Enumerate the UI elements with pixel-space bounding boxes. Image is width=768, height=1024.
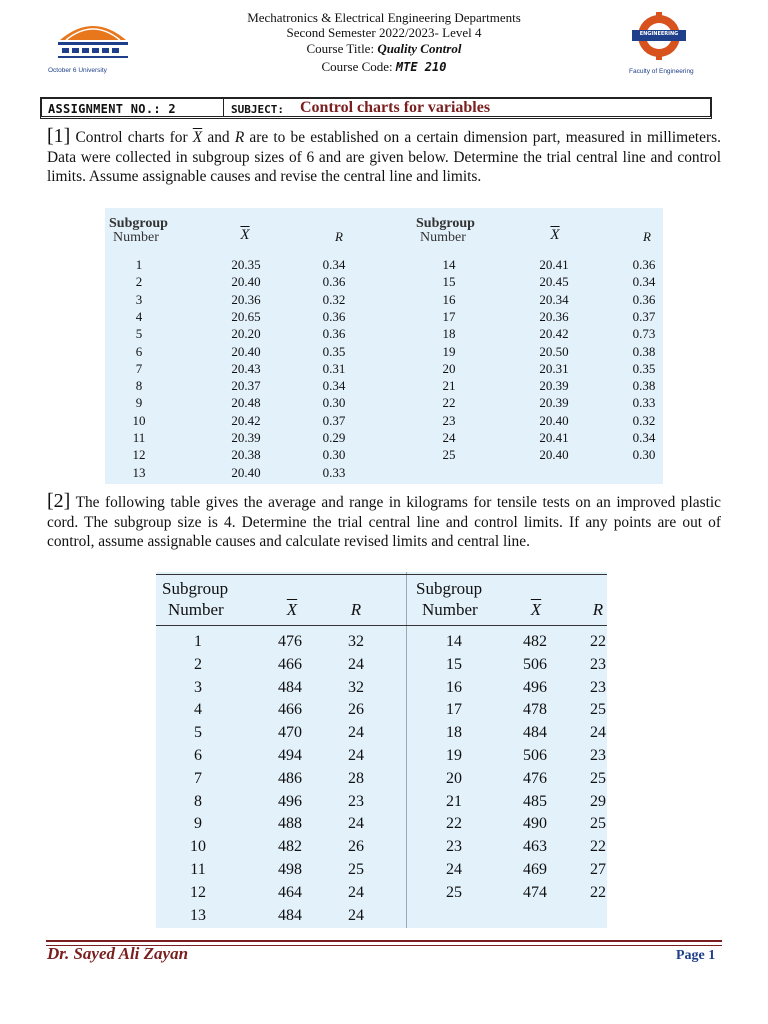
q1-right-cell: 0.34 (632, 274, 656, 290)
q2-right-cell: 506 (523, 747, 547, 764)
q2-header-x-left: $\overline{X}$ (286, 600, 298, 619)
q2-left-cell: 11 (190, 861, 206, 878)
q1-left-cell: 0.29 (322, 430, 346, 445)
course-code-label: Course Code: (321, 59, 393, 74)
q1-header-r-right: R (643, 229, 651, 244)
q1-left-cell: 20.43 (231, 360, 261, 376)
q2-left-cell: 10 (190, 838, 206, 856)
q1-left-cell: 1 (135, 257, 143, 272)
q2-right-cell: 22 (446, 815, 462, 833)
q2-right-cell: 23 (590, 747, 606, 764)
q1-r-symbol: R (234, 129, 245, 146)
assignment-bar (40, 97, 712, 119)
footer-page-number: Page 1 (676, 948, 716, 963)
q2-left-cell: 464 (278, 883, 302, 901)
q1-right-cell: 0.73 (632, 326, 656, 342)
q1-left-cell: 20.20 (231, 326, 261, 342)
q2-left-cell: 1 (194, 633, 202, 650)
q1-right-cell: 0.33 (632, 395, 656, 411)
q1-right-cell: 20.41 (539, 430, 569, 445)
q2-right-cell: 21 (446, 792, 462, 810)
q1-left-cell: 20.40 (231, 343, 261, 359)
q2-right-cell: 490 (523, 815, 547, 833)
q1-right-cell: 21 (442, 378, 456, 394)
left-logo-caption: October 6 University (48, 67, 107, 74)
q1-right-cell: 0.36 (632, 291, 656, 307)
q1-right-cell: 15 (442, 274, 456, 290)
q2-right-cell: 22 (590, 883, 606, 901)
q2-left-cell: 24 (348, 883, 364, 901)
q2-right-cell: 27 (590, 861, 606, 878)
q1-right-cell: 0.36 (632, 257, 656, 272)
q1-right-cell: 20.40 (539, 447, 569, 463)
q1-text-a: Control charts for (75, 129, 188, 146)
q1-left-cell: 20.37 (231, 378, 261, 394)
q2-header-r-left: R (350, 600, 362, 619)
q2-right-cell: 478 (523, 701, 547, 719)
q2-left-cell: 466 (278, 655, 302, 673)
q1-right-cell: 16 (442, 291, 456, 307)
subject-value: Control charts for variables (300, 99, 491, 116)
q2-right-cell: 23 (590, 655, 606, 673)
subject-label: SUBJECT: (231, 103, 284, 116)
q2-left-cell: 24 (348, 747, 364, 764)
q1-header-x-right: $\overline{X}$ (550, 227, 560, 243)
q2-left-cell: 8 (194, 792, 202, 810)
q1-right-cell: 0.38 (632, 378, 656, 394)
footer-author: Dr. Sayed Ali Zayan (47, 944, 189, 963)
q2-right-cell: 23 (590, 678, 606, 696)
question-1-text (47, 127, 721, 187)
q1-right-cell: 20.39 (539, 395, 569, 411)
question-2-number: [2] (47, 490, 71, 512)
q1-right-cell: 20.31 (539, 360, 569, 376)
q2-left-cell: 24 (348, 655, 364, 673)
q1-xbar-symbol: $\overline{X}$ (192, 129, 203, 146)
q2-left-cell: 498 (278, 861, 302, 878)
q2-left-cell: 5 (194, 724, 202, 742)
q1-left-cell: 6 (135, 343, 143, 359)
q1-right-cell: 20.42 (539, 326, 569, 342)
q1-left-cell: 0.36 (322, 308, 346, 324)
q1-left-cell: 7 (135, 360, 143, 376)
q2-right-cell: 18 (446, 724, 462, 742)
q1-right-cell: 17 (442, 308, 456, 324)
q2-left-cell: 496 (278, 792, 302, 810)
q2-left-cell: 24 (348, 724, 364, 742)
q2-right-cell: 25 (446, 883, 462, 901)
q1-left-cell: 0.36 (322, 326, 346, 342)
question-1-table (105, 208, 663, 484)
q2-text-body: The following table gives the average and range in kilograms for tensile tests on an improved plastic cord. The subgroup size is 4. Determine the trial central line and control limits. If any points are out of control, assume assignable causes and calculate revised limits and central line. (47, 494, 721, 550)
q2-left-cell: 4 (194, 701, 202, 719)
q1-right-cell: 20 (442, 360, 456, 376)
q1-left-cell: 5 (135, 326, 143, 342)
semester-line: Second Semester 2022/2023- Level 4 (286, 25, 482, 40)
q2-left-cell: 28 (348, 769, 364, 787)
q1-right-cell: 20.39 (539, 378, 569, 394)
q1-header-r-left: R (335, 229, 343, 244)
q2-left-cell: 32 (348, 633, 364, 650)
q2-left-cell: 476 (278, 633, 302, 650)
q1-left-cell: 20.35 (231, 257, 261, 272)
q2-top-rule (156, 574, 607, 575)
q1-left-cell: 10 (132, 412, 146, 428)
faculty-logo (626, 12, 692, 76)
q2-right-cell: 24 (446, 861, 462, 878)
q1-text-c: are to be established on a certain dimension part, measured in millimeters. Data were collected in subgroup sizes of 6 and are given below. Determine the trial central line and control limits. Assume assignable causes and revise the central line and limits. (47, 129, 721, 185)
q1-right-cell: 22 (442, 395, 456, 411)
q1-left-cell: 20.36 (231, 291, 261, 307)
q1-left-cell: 12 (132, 447, 146, 463)
q2-left-cell: 9 (194, 815, 202, 833)
q1-left-cell: 0.32 (322, 291, 346, 307)
question-2-table (156, 572, 607, 928)
q2-left-cell: 6 (194, 747, 202, 764)
question-1-number: [1] (47, 125, 71, 147)
q2-right-cell: 506 (523, 655, 547, 673)
q2-header-number-right: Number (422, 600, 478, 619)
q1-right-cell: 25 (442, 447, 456, 463)
q1-right-cell: 0.37 (632, 308, 656, 324)
q1-right-cell: 20.45 (539, 274, 569, 290)
q2-right-cell: 482 (523, 633, 547, 650)
q2-left-cell: 2 (194, 655, 202, 673)
q1-left-cell: 20.48 (231, 395, 261, 411)
q2-right-cell: 29 (590, 792, 606, 810)
q1-header-number-left: Number (113, 230, 159, 245)
q1-left-cell: 13 (132, 464, 146, 480)
q1-right-cell: 0.32 (632, 412, 656, 428)
q1-right-cell: 20.36 (539, 308, 569, 324)
q2-right-cell: 474 (523, 883, 547, 901)
q1-left-cell: 3 (135, 291, 143, 307)
q1-text-b: and (207, 129, 230, 146)
q2-right-cell: 24 (590, 724, 606, 742)
q2-left-cell: 488 (278, 815, 302, 833)
q2-left-cell: 24 (348, 906, 364, 924)
q2-left-cell: 26 (348, 838, 364, 856)
q1-right-cell: 23 (442, 412, 456, 428)
q2-right-cell: 16 (446, 678, 462, 696)
q1-left-cell: 2 (135, 274, 143, 290)
course-title-label: Course Title: (306, 41, 375, 56)
q1-right-cell: 0.38 (632, 343, 656, 359)
assignment-number: ASSIGNMENT NO.: 2 (48, 102, 176, 116)
department-line: Mechatronics & Electrical Engineering Departments (247, 10, 521, 25)
q1-header-subgroup-left: Subgroup (109, 216, 168, 231)
q2-right-cell: 22 (590, 633, 606, 650)
q1-left-cell: 20.40 (231, 274, 261, 290)
q2-left-cell: 32 (348, 678, 364, 696)
q2-header-number-left: Number (168, 600, 224, 619)
q1-left-cell: 0.30 (322, 447, 346, 463)
q1-left-cell: 0.33 (322, 464, 346, 480)
question-2-text (47, 492, 721, 552)
right-logo-caption: Faculty of Engineering (629, 68, 694, 75)
course-code-value: MTE 210 (395, 60, 447, 74)
q1-left-cell: 11 (132, 430, 146, 445)
q1-left-cell: 4 (135, 308, 143, 324)
q1-left-cell: 20.39 (231, 430, 261, 445)
q2-right-cell: 20 (446, 769, 462, 787)
q2-right-cell: 19 (446, 747, 462, 764)
q2-left-cell: 484 (278, 678, 302, 696)
q2-right-cell: 469 (523, 861, 547, 878)
q1-right-cell: 18 (442, 326, 456, 342)
q2-right-cell: 25 (590, 701, 606, 719)
q2-right-cell: 485 (523, 792, 547, 810)
q2-left-cell: 484 (278, 906, 302, 924)
q2-right-cell: 23 (446, 838, 462, 856)
q1-left-cell: 0.35 (322, 343, 346, 359)
q2-left-cell: 3 (194, 678, 202, 696)
q1-left-cell: 20.40 (231, 464, 261, 480)
q2-right-cell: 25 (590, 815, 606, 833)
q2-left-cell: 13 (190, 906, 206, 924)
q1-left-cell: 0.31 (322, 360, 346, 376)
q1-left-cell: 0.30 (322, 395, 346, 411)
q2-left-cell: 482 (278, 838, 302, 856)
q1-left-cell: 0.36 (322, 274, 346, 290)
q1-left-cell: 0.34 (322, 257, 346, 272)
q1-right-cell: 0.34 (632, 430, 656, 445)
q2-right-cell: 476 (523, 769, 547, 787)
course-title-value: Quality Control (377, 41, 462, 56)
q1-right-cell: 20.41 (539, 257, 569, 272)
q1-right-cell: 0.35 (632, 360, 656, 376)
q2-left-cell: 24 (348, 815, 364, 833)
q1-right-cell: 0.30 (632, 447, 656, 463)
q2-left-cell: 26 (348, 701, 364, 719)
faculty-logo-badge: ENGINEERING (639, 31, 679, 37)
q1-right-cell: 24 (442, 430, 456, 445)
q1-left-cell: 9 (135, 395, 143, 411)
q2-header-subgroup-right: Subgroup (416, 579, 483, 598)
q1-header-x-left: $\overline{X}$ (240, 227, 250, 243)
q1-left-cell: 8 (135, 378, 143, 394)
q2-right-cell: 463 (523, 838, 547, 856)
q2-left-cell: 470 (278, 724, 302, 742)
q1-header-subgroup-right: Subgroup (416, 216, 475, 231)
q2-left-cell: 7 (194, 769, 202, 787)
assignment-divider (223, 99, 224, 116)
q1-left-cell: 20.42 (231, 412, 261, 428)
q2-right-cell: 484 (523, 724, 547, 742)
q1-right-cell: 20.50 (539, 343, 569, 359)
q2-right-cell: 14 (446, 633, 462, 650)
q1-left-cell: 0.37 (322, 412, 346, 428)
q1-right-cell: 20.34 (539, 291, 569, 307)
q2-header-rule (156, 625, 607, 626)
q1-left-cell: 20.38 (231, 447, 261, 463)
q1-right-cell: 19 (442, 343, 456, 359)
q1-right-cell: 20.40 (539, 412, 569, 428)
q2-right-cell: 496 (523, 678, 547, 696)
q2-right-cell: 22 (590, 838, 606, 856)
q2-left-cell: 12 (190, 883, 206, 901)
q2-right-cell: 25 (590, 769, 606, 787)
q2-left-cell: 494 (278, 747, 302, 764)
q2-left-cell: 25 (348, 861, 364, 878)
q2-left-cell: 466 (278, 701, 302, 719)
q2-header-x-right: $\overline{X}$ (530, 600, 542, 619)
q2-right-cell: 17 (446, 701, 462, 719)
q2-right-cell: 15 (446, 655, 462, 673)
q2-left-cell: 486 (278, 769, 302, 787)
q1-right-cell: 14 (442, 257, 456, 272)
q2-left-cell: 23 (348, 792, 364, 810)
q1-left-cell: 20.65 (231, 308, 261, 324)
q1-header-number-right: Number (420, 230, 466, 245)
q1-left-cell: 0.34 (322, 378, 346, 394)
q2-header-subgroup-left: Subgroup (162, 579, 229, 598)
q2-header-r-right: R (592, 600, 604, 619)
